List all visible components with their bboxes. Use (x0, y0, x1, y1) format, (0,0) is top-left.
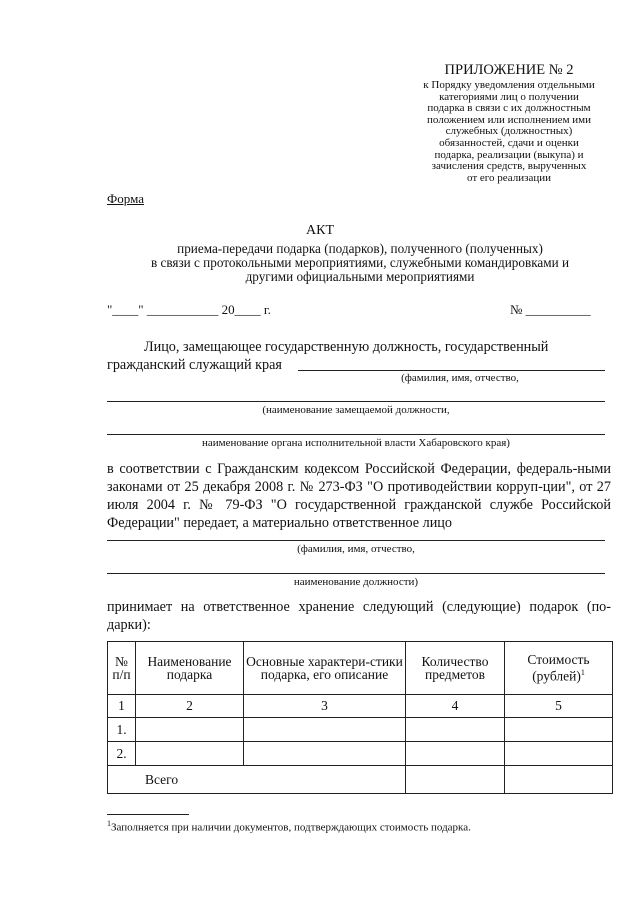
person-line-1: Лицо, замещающее государственную должность, государственный (144, 339, 549, 355)
act-subtitle-line: другими официальными мероприятиями (245, 268, 475, 284)
table-row (108, 742, 613, 766)
footnote-number: 1 (107, 819, 111, 828)
appendix-line: к Порядку уведомления отдельными (423, 79, 595, 91)
table-cell[interactable] (244, 742, 406, 766)
appendix-line: зачисления средств, вырученных (431, 160, 587, 173)
appendix-title: ПРИЛОЖЕНИЕ № 2 (444, 62, 574, 78)
responsible-fio-field[interactable] (107, 540, 605, 541)
header-quantity: Количество предметов (406, 642, 505, 695)
row-number: 1. (108, 718, 136, 742)
person-line-2: гражданский служащий края (107, 357, 282, 373)
table-total-row (108, 766, 613, 794)
total-quantity-cell[interactable] (406, 766, 505, 794)
form-label: Форма (107, 191, 144, 206)
position-field[interactable] (107, 401, 605, 402)
act-subtitle (108, 242, 612, 283)
total-cost-cell[interactable] (505, 766, 613, 794)
caption-position-2: наименование должности) (293, 576, 419, 588)
footnote (107, 819, 471, 834)
caption-fio-2: (фамилия, имя, отчество, (297, 543, 415, 555)
header-cost-label: Стоимость (рублей) (527, 652, 590, 684)
table-numbers-row (108, 695, 613, 718)
act-title: АКТ (306, 223, 334, 238)
footnote-rule (107, 814, 189, 815)
caption-position: (наименование замещаемой должности, (262, 404, 450, 416)
appendix-line: подарка, реализации (выкупа) и (434, 148, 584, 161)
total-label: Всего (108, 766, 406, 794)
act-number-field[interactable]: № __________ (510, 302, 591, 317)
appendix-line: служебных (должностных) (445, 125, 573, 138)
table-header-row (108, 642, 613, 695)
footnote-text: Заполняется при наличии документов, подтверждающих стоимость подарка. (111, 821, 471, 834)
date-field[interactable]: "____" ___________ 20____ г. (107, 302, 271, 317)
table-cell[interactable] (406, 742, 505, 766)
appendix-line: обязанностей, сдачи и оценки (439, 136, 579, 149)
column-number: 5 (505, 695, 613, 718)
table-row (108, 718, 613, 742)
act-subtitle-line: в связи с протокольными мероприятиями, служебными командировками и (150, 254, 570, 270)
person-fio-field[interactable] (298, 370, 605, 371)
caption-organ: наименование органа исполнительной власти Хабаровского края) (202, 437, 510, 449)
law-paragraph: в соответствии с Гражданским кодексом Российской Федерации, федераль-ными законами от 25 декабря 2008 г. № 273-ФЗ "О противодействии корруп-ции", от 27 июля 2004 г. № 79-ФЗ "О государственной гражданской службе Российской Федерации" передает, а материально ответственное лицо (107, 461, 611, 531)
footnote-mark: 1 (580, 668, 585, 678)
appendix-line: подарка в связи с их должностным (427, 102, 591, 115)
table-cell[interactable] (505, 718, 613, 742)
table-cell[interactable] (505, 742, 613, 766)
column-number: 4 (406, 695, 505, 718)
appendix-line: положением или исполнением ими (426, 113, 592, 126)
act-subtitle-line: приема-передачи подарка (подарков), полученного (полученных) (177, 241, 543, 256)
row-number: 2. (108, 742, 136, 766)
caption-fio: (фамилия, имя, отчество, (401, 372, 519, 384)
header-description: Основные характери-стики подарка, его описание (244, 642, 406, 695)
column-number: 1 (108, 695, 136, 718)
column-number: 2 (136, 695, 244, 718)
gifts-table (107, 641, 613, 794)
table-cell[interactable] (136, 718, 244, 742)
appendix-line: от его реализации (466, 171, 552, 184)
header-number: № п/п (108, 642, 136, 695)
column-number: 3 (244, 695, 406, 718)
appendix-subtitle (404, 80, 614, 184)
table-cell[interactable] (136, 742, 244, 766)
header-name: Наименование подарка (136, 642, 244, 695)
table-cell[interactable] (406, 718, 505, 742)
organ-field[interactable] (107, 434, 605, 435)
responsible-position-field[interactable] (107, 573, 605, 574)
accepts-paragraph: принимает на ответственное хранение следующий (следующие) подарок (по-дарки): (107, 599, 611, 633)
appendix-line: категориями лиц о получении (439, 90, 579, 103)
table-cell[interactable] (244, 718, 406, 742)
header-cost (505, 642, 613, 695)
